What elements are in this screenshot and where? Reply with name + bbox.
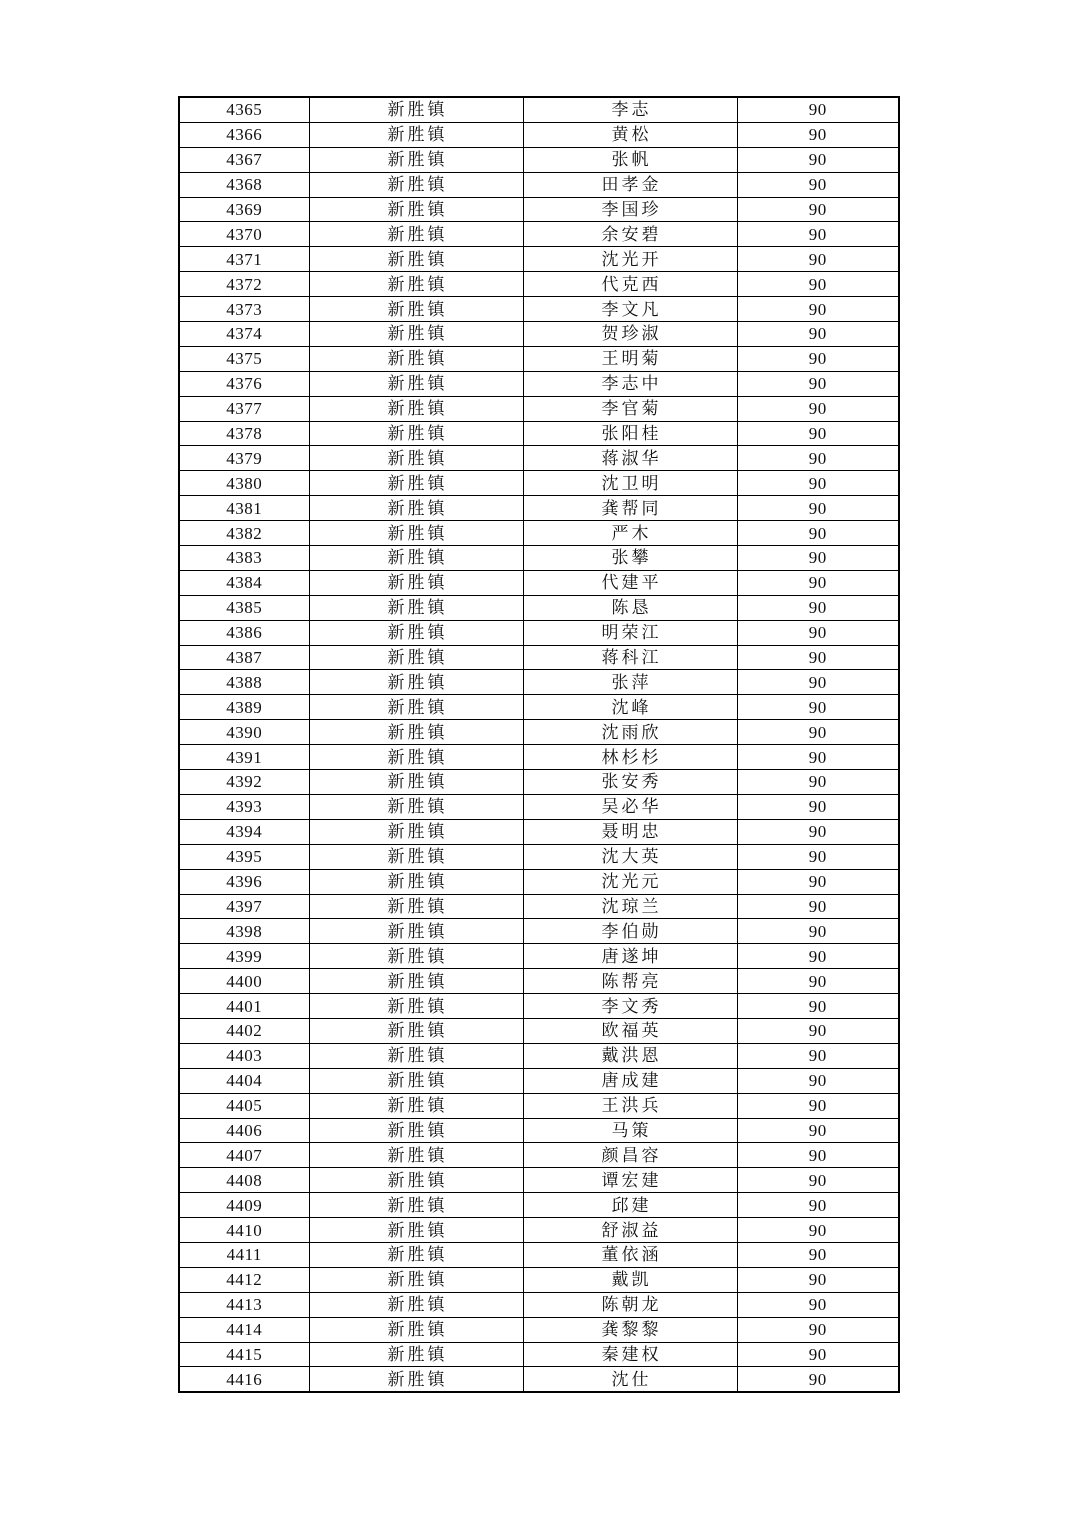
name-cell: 李文秀 — [523, 994, 737, 1019]
town-cell: 新胜镇 — [309, 421, 523, 446]
score-cell: 90 — [737, 595, 899, 620]
table-row — [179, 570, 899, 595]
name-cell: 沈大英 — [523, 844, 737, 869]
town-cell: 新胜镇 — [309, 222, 523, 247]
town-cell: 新胜镇 — [309, 994, 523, 1019]
number-cell: 4384 — [179, 570, 309, 595]
score-cell: 90 — [737, 869, 899, 894]
town-cell: 新胜镇 — [309, 1043, 523, 1068]
town-cell: 新胜镇 — [309, 272, 523, 297]
score-cell: 90 — [737, 297, 899, 322]
number-cell: 4400 — [179, 969, 309, 994]
table-row — [179, 969, 899, 994]
town-cell: 新胜镇 — [309, 197, 523, 222]
score-cell: 90 — [737, 819, 899, 844]
score-cell: 90 — [737, 521, 899, 546]
score-cell: 90 — [737, 222, 899, 247]
table-row — [179, 147, 899, 172]
number-cell: 4372 — [179, 272, 309, 297]
name-cell: 颜昌容 — [523, 1143, 737, 1168]
number-cell: 4410 — [179, 1218, 309, 1243]
table-row — [179, 1367, 899, 1392]
score-cell: 90 — [737, 695, 899, 720]
name-cell: 舒淑益 — [523, 1218, 737, 1243]
name-cell: 吴必华 — [523, 794, 737, 819]
number-cell: 4415 — [179, 1342, 309, 1367]
town-cell: 新胜镇 — [309, 446, 523, 471]
table-row — [179, 1018, 899, 1043]
number-cell: 4381 — [179, 496, 309, 521]
town-cell: 新胜镇 — [309, 1242, 523, 1267]
table-row — [179, 620, 899, 645]
table-row — [179, 197, 899, 222]
table-row — [179, 695, 899, 720]
town-cell: 新胜镇 — [309, 371, 523, 396]
number-cell: 4385 — [179, 595, 309, 620]
score-cell: 90 — [737, 122, 899, 147]
score-cell: 90 — [737, 546, 899, 571]
town-cell: 新胜镇 — [309, 770, 523, 795]
name-cell: 张帆 — [523, 147, 737, 172]
score-cell: 90 — [737, 496, 899, 521]
score-cell: 90 — [737, 844, 899, 869]
score-cell: 90 — [737, 1018, 899, 1043]
score-cell: 90 — [737, 1242, 899, 1267]
number-cell: 4371 — [179, 247, 309, 272]
number-cell: 4390 — [179, 720, 309, 745]
town-cell: 新胜镇 — [309, 1342, 523, 1367]
score-cell: 90 — [737, 894, 899, 919]
table-row — [179, 645, 899, 670]
score-cell: 90 — [737, 1292, 899, 1317]
table-row — [179, 322, 899, 347]
number-cell: 4377 — [179, 396, 309, 421]
score-cell: 90 — [737, 1342, 899, 1367]
town-cell: 新胜镇 — [309, 620, 523, 645]
table-row — [179, 1317, 899, 1342]
town-cell: 新胜镇 — [309, 147, 523, 172]
score-cell: 90 — [737, 421, 899, 446]
town-cell: 新胜镇 — [309, 97, 523, 122]
name-cell: 唐遂坤 — [523, 944, 737, 969]
score-cell: 90 — [737, 645, 899, 670]
score-cell: 90 — [737, 396, 899, 421]
score-cell: 90 — [737, 371, 899, 396]
number-cell: 4370 — [179, 222, 309, 247]
score-cell: 90 — [737, 570, 899, 595]
name-cell: 明荣江 — [523, 620, 737, 645]
number-cell: 4404 — [179, 1068, 309, 1093]
table-row — [179, 1093, 899, 1118]
table-row — [179, 421, 899, 446]
town-cell: 新胜镇 — [309, 1193, 523, 1218]
town-cell: 新胜镇 — [309, 595, 523, 620]
name-cell: 沈仕 — [523, 1367, 737, 1392]
number-cell: 4397 — [179, 894, 309, 919]
number-cell: 4394 — [179, 819, 309, 844]
table-row — [179, 172, 899, 197]
number-cell: 4368 — [179, 172, 309, 197]
score-cell: 90 — [737, 745, 899, 770]
table-row — [179, 869, 899, 894]
number-cell: 4403 — [179, 1043, 309, 1068]
table-row — [179, 1267, 899, 1292]
town-cell: 新胜镇 — [309, 172, 523, 197]
table-row — [179, 1193, 899, 1218]
town-cell: 新胜镇 — [309, 322, 523, 347]
score-cell: 90 — [737, 1043, 899, 1068]
number-cell: 4375 — [179, 346, 309, 371]
name-cell: 沈峰 — [523, 695, 737, 720]
town-cell: 新胜镇 — [309, 919, 523, 944]
town-cell: 新胜镇 — [309, 1143, 523, 1168]
name-cell: 李国珍 — [523, 197, 737, 222]
name-cell: 聂明忠 — [523, 819, 737, 844]
table-row — [179, 521, 899, 546]
town-cell: 新胜镇 — [309, 645, 523, 670]
name-cell: 李志中 — [523, 371, 737, 396]
town-cell: 新胜镇 — [309, 521, 523, 546]
name-cell: 蒋淑华 — [523, 446, 737, 471]
number-cell: 4396 — [179, 869, 309, 894]
score-cell: 90 — [737, 1143, 899, 1168]
table-row — [179, 122, 899, 147]
name-cell: 沈光元 — [523, 869, 737, 894]
score-cell: 90 — [737, 346, 899, 371]
number-cell: 4402 — [179, 1018, 309, 1043]
name-cell: 龚黎黎 — [523, 1317, 737, 1342]
town-cell: 新胜镇 — [309, 969, 523, 994]
town-cell: 新胜镇 — [309, 247, 523, 272]
number-cell: 4391 — [179, 745, 309, 770]
town-cell: 新胜镇 — [309, 546, 523, 571]
town-cell: 新胜镇 — [309, 670, 523, 695]
score-cell: 90 — [737, 994, 899, 1019]
table-row — [179, 794, 899, 819]
table-row — [179, 396, 899, 421]
table-row — [179, 222, 899, 247]
name-cell: 陈帮亮 — [523, 969, 737, 994]
score-cell: 90 — [737, 322, 899, 347]
number-cell: 4416 — [179, 1367, 309, 1392]
name-cell: 代建平 — [523, 570, 737, 595]
number-cell: 4393 — [179, 794, 309, 819]
number-cell: 4380 — [179, 471, 309, 496]
name-cell: 林杉杉 — [523, 745, 737, 770]
table-row — [179, 272, 899, 297]
name-cell: 张阳桂 — [523, 421, 737, 446]
town-cell: 新胜镇 — [309, 745, 523, 770]
number-cell: 4408 — [179, 1168, 309, 1193]
score-cell: 90 — [737, 197, 899, 222]
table-row — [179, 1068, 899, 1093]
score-cell: 90 — [737, 471, 899, 496]
table-row — [179, 471, 899, 496]
table-row — [179, 944, 899, 969]
town-cell: 新胜镇 — [309, 1267, 523, 1292]
score-cell: 90 — [737, 919, 899, 944]
table-row — [179, 670, 899, 695]
table-row — [179, 819, 899, 844]
name-cell: 戴洪恩 — [523, 1043, 737, 1068]
number-cell: 4367 — [179, 147, 309, 172]
name-cell: 蒋科江 — [523, 645, 737, 670]
score-cell: 90 — [737, 272, 899, 297]
name-cell: 贺珍淑 — [523, 322, 737, 347]
town-cell: 新胜镇 — [309, 869, 523, 894]
name-cell: 严木 — [523, 521, 737, 546]
table-row — [179, 1168, 899, 1193]
name-cell: 马策 — [523, 1118, 737, 1143]
number-cell: 4378 — [179, 421, 309, 446]
town-cell: 新胜镇 — [309, 297, 523, 322]
table-row — [179, 297, 899, 322]
number-cell: 4379 — [179, 446, 309, 471]
table-row — [179, 1118, 899, 1143]
town-cell: 新胜镇 — [309, 346, 523, 371]
score-cell: 90 — [737, 720, 899, 745]
number-cell: 4373 — [179, 297, 309, 322]
number-cell: 4406 — [179, 1118, 309, 1143]
number-cell: 4383 — [179, 546, 309, 571]
number-cell: 4386 — [179, 620, 309, 645]
number-cell: 4413 — [179, 1292, 309, 1317]
score-cell: 90 — [737, 969, 899, 994]
number-cell: 4387 — [179, 645, 309, 670]
table-row — [179, 894, 899, 919]
table-row — [179, 546, 899, 571]
number-cell: 4376 — [179, 371, 309, 396]
name-cell: 龚帮同 — [523, 496, 737, 521]
name-cell: 田孝金 — [523, 172, 737, 197]
number-cell: 4399 — [179, 944, 309, 969]
number-cell: 4409 — [179, 1193, 309, 1218]
name-cell: 董依涵 — [523, 1242, 737, 1267]
score-cell: 90 — [737, 794, 899, 819]
score-cell: 90 — [737, 446, 899, 471]
town-cell: 新胜镇 — [309, 1317, 523, 1342]
table-row — [179, 720, 899, 745]
town-cell: 新胜镇 — [309, 471, 523, 496]
number-cell: 4382 — [179, 521, 309, 546]
table-row — [179, 1292, 899, 1317]
score-cell: 90 — [737, 1367, 899, 1392]
town-cell: 新胜镇 — [309, 1218, 523, 1243]
table-row — [179, 1043, 899, 1068]
name-cell: 谭宏建 — [523, 1168, 737, 1193]
town-cell: 新胜镇 — [309, 720, 523, 745]
name-cell: 秦建权 — [523, 1342, 737, 1367]
name-cell: 黄松 — [523, 122, 737, 147]
score-cell: 90 — [737, 944, 899, 969]
town-cell: 新胜镇 — [309, 844, 523, 869]
name-cell: 李官菊 — [523, 396, 737, 421]
town-cell: 新胜镇 — [309, 1093, 523, 1118]
table-row — [179, 446, 899, 471]
table-row — [179, 1218, 899, 1243]
name-cell: 李伯勋 — [523, 919, 737, 944]
number-cell: 4366 — [179, 122, 309, 147]
town-cell: 新胜镇 — [309, 894, 523, 919]
name-cell: 陈朝龙 — [523, 1292, 737, 1317]
score-cell: 90 — [737, 1168, 899, 1193]
town-cell: 新胜镇 — [309, 1367, 523, 1392]
number-cell: 4405 — [179, 1093, 309, 1118]
score-cell: 90 — [737, 97, 899, 122]
number-cell: 4365 — [179, 97, 309, 122]
name-cell: 代克西 — [523, 272, 737, 297]
name-cell: 张萍 — [523, 670, 737, 695]
town-cell: 新胜镇 — [309, 1018, 523, 1043]
town-cell: 新胜镇 — [309, 396, 523, 421]
score-cell: 90 — [737, 1068, 899, 1093]
score-cell: 90 — [737, 1093, 899, 1118]
score-cell: 90 — [737, 1317, 899, 1342]
table-row — [179, 745, 899, 770]
score-cell: 90 — [737, 670, 899, 695]
score-cell: 90 — [737, 1118, 899, 1143]
number-cell: 4388 — [179, 670, 309, 695]
number-cell: 4392 — [179, 770, 309, 795]
name-cell: 余安碧 — [523, 222, 737, 247]
town-cell: 新胜镇 — [309, 794, 523, 819]
table-row — [179, 1342, 899, 1367]
name-cell: 沈雨欣 — [523, 720, 737, 745]
name-cell: 欧福英 — [523, 1018, 737, 1043]
town-cell: 新胜镇 — [309, 944, 523, 969]
number-cell: 4389 — [179, 695, 309, 720]
number-cell: 4407 — [179, 1143, 309, 1168]
town-cell: 新胜镇 — [309, 496, 523, 521]
town-cell: 新胜镇 — [309, 695, 523, 720]
number-cell: 4398 — [179, 919, 309, 944]
name-cell: 邱建 — [523, 1193, 737, 1218]
table-row — [179, 496, 899, 521]
name-cell: 沈光开 — [523, 247, 737, 272]
number-cell: 4374 — [179, 322, 309, 347]
table-row — [179, 770, 899, 795]
town-cell: 新胜镇 — [309, 122, 523, 147]
number-cell: 4412 — [179, 1267, 309, 1292]
town-cell: 新胜镇 — [309, 1118, 523, 1143]
town-cell: 新胜镇 — [309, 1168, 523, 1193]
name-cell: 张安秀 — [523, 770, 737, 795]
name-cell: 王明菊 — [523, 346, 737, 371]
town-cell: 新胜镇 — [309, 1292, 523, 1317]
name-cell: 李文凡 — [523, 297, 737, 322]
score-cell: 90 — [737, 147, 899, 172]
table-row — [179, 1242, 899, 1267]
number-cell: 4395 — [179, 844, 309, 869]
score-cell: 90 — [737, 620, 899, 645]
table-row — [179, 97, 899, 122]
town-cell: 新胜镇 — [309, 570, 523, 595]
score-cell: 90 — [737, 247, 899, 272]
score-cell: 90 — [737, 1218, 899, 1243]
number-cell: 4369 — [179, 197, 309, 222]
name-cell: 沈卫明 — [523, 471, 737, 496]
table-row — [179, 371, 899, 396]
name-cell: 唐成建 — [523, 1068, 737, 1093]
name-cell: 戴凯 — [523, 1267, 737, 1292]
number-cell: 4414 — [179, 1317, 309, 1342]
score-cell: 90 — [737, 172, 899, 197]
table-row — [179, 994, 899, 1019]
score-table — [178, 96, 900, 1393]
score-table-body — [179, 97, 899, 1392]
table-row — [179, 844, 899, 869]
score-cell: 90 — [737, 1193, 899, 1218]
town-cell: 新胜镇 — [309, 819, 523, 844]
table-row — [179, 1143, 899, 1168]
number-cell: 4401 — [179, 994, 309, 1019]
score-cell: 90 — [737, 1267, 899, 1292]
name-cell: 沈琼兰 — [523, 894, 737, 919]
town-cell: 新胜镇 — [309, 1068, 523, 1093]
name-cell: 张攀 — [523, 546, 737, 571]
table-row — [179, 247, 899, 272]
name-cell: 陈恳 — [523, 595, 737, 620]
table-row — [179, 919, 899, 944]
name-cell: 李志 — [523, 97, 737, 122]
table-row — [179, 346, 899, 371]
table-row — [179, 595, 899, 620]
number-cell: 4411 — [179, 1242, 309, 1267]
score-cell: 90 — [737, 770, 899, 795]
name-cell: 王洪兵 — [523, 1093, 737, 1118]
